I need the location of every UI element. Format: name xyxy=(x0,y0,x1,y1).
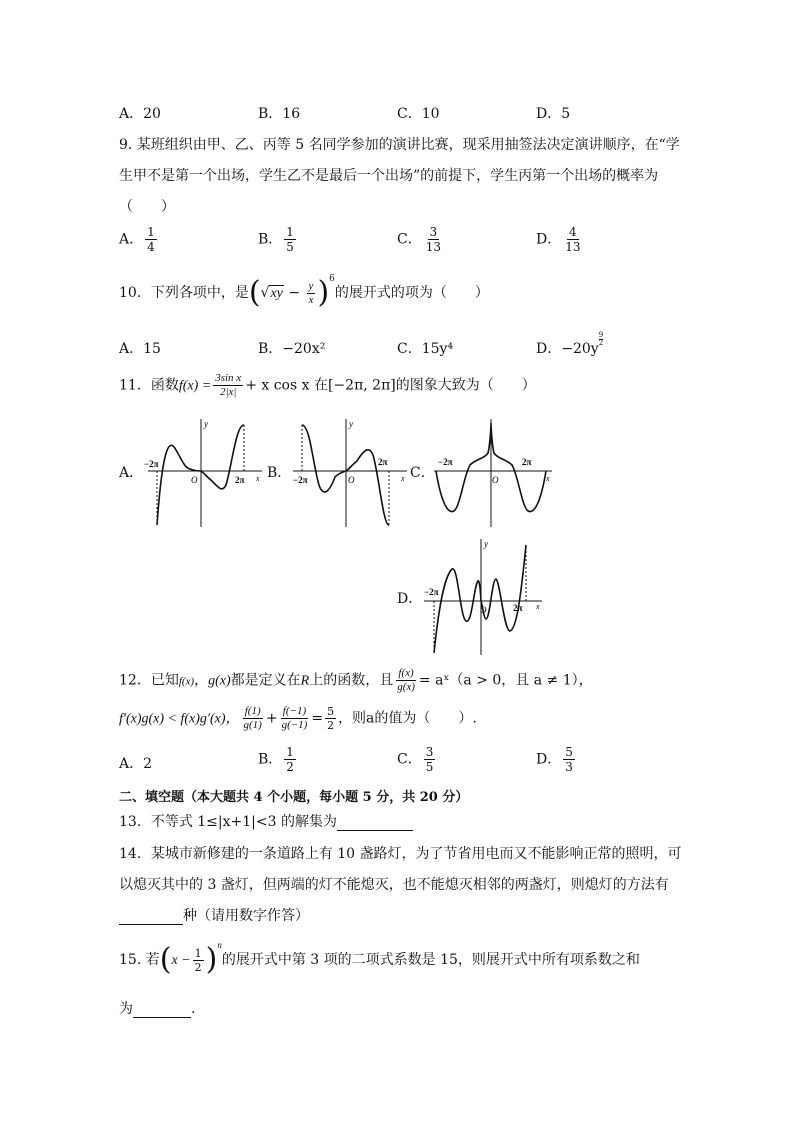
q12-f1-d: g(1) xyxy=(243,719,262,731)
q9-c-num: 3 xyxy=(429,225,438,239)
q9-c-den: 13 xyxy=(425,240,441,254)
q9-b-den: 5 xyxy=(286,240,294,254)
q12-line1 xyxy=(119,668,593,693)
q12-l1-c: 上的函数，且 xyxy=(309,672,394,689)
q13-text: 13．不等式 1≤|x+1|<3 的解集为 xyxy=(119,814,337,830)
graph-a xyxy=(140,415,265,530)
graph-c-pos: 2π xyxy=(522,457,532,467)
q11-frac-d: 2|x| xyxy=(219,386,237,398)
q12-option-d-label: D． xyxy=(536,751,562,768)
q11-prefix: 11．函数 xyxy=(119,377,179,394)
q13-blank[interactable] xyxy=(337,830,413,831)
q14-line3: 种（请用数字作答） xyxy=(183,908,309,924)
q12-l2-b: ，则a的值为（ ）. xyxy=(338,710,477,727)
q12-b-num: 1 xyxy=(286,745,294,759)
q10-d-exp-d: 2 xyxy=(598,339,604,347)
q15-blank[interactable] xyxy=(133,1017,191,1018)
q11-interval: [−2π, 2π] xyxy=(327,377,396,394)
q12-option-c-label: C． xyxy=(397,751,422,768)
q9-line2: 生甲不是第一个出场，学生乙不是最后一个出场”的前提下，学生丙第一个出场的概率为 xyxy=(119,168,659,184)
graph-c-label: C． xyxy=(410,465,435,481)
q15-prefix: 15. 若 xyxy=(119,952,160,968)
graph-a-o: O xyxy=(191,475,198,485)
q11-frac-n: 3sin x xyxy=(215,372,242,384)
q10-option-b: B．−20x² xyxy=(258,341,326,357)
q9-option-a xyxy=(119,226,159,253)
q15-frac-n: 1 xyxy=(194,946,202,960)
q14-line1: 14．某城市新修建的一条道路上有 10 盏路灯，为了节省用电而又不能影响正常的照明，可 xyxy=(119,846,682,862)
q10-stem: 10．下列各项中，是(√xy − $\frac{y}{x}$ )$^6$的展开式的项为（ ） xyxy=(119,274,489,310)
q11-f: f(x) = xyxy=(178,378,212,394)
q9-option-a-label: A． xyxy=(119,231,144,248)
graph-d-y: y xyxy=(484,539,488,549)
q8-option-c: C．10 xyxy=(397,106,440,122)
graph-b xyxy=(285,415,410,530)
q12-d-den: 3 xyxy=(565,760,573,774)
graph-d xyxy=(420,535,545,657)
q15-line2 xyxy=(119,998,195,1018)
q10-option-d xyxy=(536,331,604,358)
q13-line xyxy=(119,811,413,831)
graph-c-x: x xyxy=(546,474,550,483)
q15-frac-d: 2 xyxy=(194,960,202,974)
q15-x: x − xyxy=(171,953,191,968)
q15-line2-text: 为 xyxy=(119,1001,133,1017)
section2-title: 二、填空题（本大题共 4 个小题，每小题 5 分，共 20 分） xyxy=(119,790,469,805)
q14-line2: 以熄灭其中的 3 盏灯，但两端的灯不能熄灭，也不能熄灭相邻的两盏灯，则熄灯的方法有 xyxy=(119,877,669,893)
q12-option-d xyxy=(536,746,577,773)
graph-d-neg: −2π xyxy=(424,587,439,597)
graph-d-label: D． xyxy=(397,591,423,607)
q12-option-a: A．2 xyxy=(119,756,153,772)
q12-option-b xyxy=(258,746,298,773)
q12-option-b-label: B． xyxy=(258,751,283,768)
q9-a-num: 1 xyxy=(147,225,155,239)
q12-c-den: 5 xyxy=(425,760,434,774)
graph-b-x: x xyxy=(401,474,405,483)
graph-b-pos: 2π xyxy=(378,457,388,467)
q10-prefix: 10．下列各项中，是 xyxy=(119,285,249,301)
graph-b-y: y xyxy=(349,419,353,429)
q8-option-a: A．20 xyxy=(119,106,161,122)
q15-line1: 15. 若(x − $\frac{1}{2}$ )$^n$的展开式中第 3 项的二项式系数是 15，则展开式中所有项系数之和 xyxy=(119,940,640,977)
q12-option-c xyxy=(397,746,437,773)
graph-c-neg: −2π xyxy=(438,457,453,467)
q12-ratio-n: f(x) xyxy=(398,667,414,679)
q12-rhs-d: 2 xyxy=(327,719,335,732)
q9-option-c xyxy=(397,226,445,253)
q9-option-c-label: C． xyxy=(397,231,422,248)
q12-fx: f(x) xyxy=(178,675,195,688)
q10-suffix: 的展开式的项为（ ） xyxy=(334,285,489,301)
q10-option-d-text: −20y xyxy=(561,341,599,357)
q10-frac-d: x xyxy=(308,293,314,306)
q12-f1-n: f(1) xyxy=(244,705,261,717)
graph-a-y: y xyxy=(204,419,208,429)
q12-gx: g(x) xyxy=(208,673,231,689)
q9-option-b-label: B． xyxy=(258,231,283,248)
q9-option-d xyxy=(536,226,585,253)
q10-option-d-label: D． xyxy=(536,341,562,357)
q15-end: . xyxy=(191,1001,196,1017)
q12-l2-a: f′(x)g(x) < f(x)g′(x)， xyxy=(119,711,240,727)
q9-b-num: 1 xyxy=(286,225,294,239)
graph-d-pos: 2π xyxy=(513,603,523,613)
q9-paren: （ ） xyxy=(119,199,175,215)
q10-d-exp-n: 9 xyxy=(598,331,604,339)
q12-ratio-d: g(x) xyxy=(397,681,415,693)
q12-eq: = xyxy=(311,710,324,727)
q8-option-d: D．5 xyxy=(536,106,571,122)
q9-line1: 9. 某班组织由甲、乙、丙等 5 名同学参加的演讲比赛，现采用抽签法决定演讲顺序，在“学 xyxy=(119,137,680,153)
q14-line3-wrap xyxy=(119,905,309,925)
q9-d-den: 13 xyxy=(565,240,581,254)
q14-blank[interactable] xyxy=(119,924,183,925)
q12-rhs-n: 5 xyxy=(327,705,335,718)
q9-a-den: 4 xyxy=(147,240,155,254)
graph-a-pos: 2π xyxy=(235,475,245,485)
q15-suffix: 的展开式中第 3 项的二项式系数是 15，则展开式中所有项系数之和 xyxy=(221,952,640,968)
q10-option-a: A．15 xyxy=(119,341,161,357)
graph-b-o: O xyxy=(348,475,355,485)
graph-d-o: O xyxy=(480,605,487,615)
q10-frac-n: y xyxy=(308,279,314,292)
q8-option-b: B．16 xyxy=(258,106,301,122)
q15-exp: n xyxy=(217,940,222,951)
q12-R: R xyxy=(300,673,310,689)
q12-b-den: 2 xyxy=(286,760,294,774)
q12-d-num: 5 xyxy=(565,745,573,759)
q12-l1-d: = aˣ（a > 0，且 a ≠ 1）， xyxy=(418,672,593,689)
graph-a-x: x xyxy=(256,474,260,483)
graph-a-label: A． xyxy=(119,465,144,481)
q12-l1-b: 都是定义在 xyxy=(230,672,301,689)
q10-option-c: C．15y⁴ xyxy=(397,341,454,357)
q11-mid: + x cos x 在 xyxy=(245,377,328,394)
q11-suffix: 的图象大致为（ ） xyxy=(395,377,536,394)
graph-c xyxy=(430,415,555,530)
graph-d-x: x xyxy=(536,602,540,611)
graph-c-o: O xyxy=(492,475,499,485)
q10-root: xy xyxy=(270,286,283,301)
q9-option-d-label: D． xyxy=(536,231,562,248)
q12-c-num: 3 xyxy=(425,745,434,759)
q12-plus: + xyxy=(265,710,278,727)
q9-d-num: 4 xyxy=(569,225,577,239)
q12-sep: ， xyxy=(194,672,209,689)
q12-line2 xyxy=(119,706,477,731)
graph-b-neg: −2π xyxy=(293,475,308,485)
q10-exp: 6 xyxy=(329,274,335,285)
q9-option-b xyxy=(258,226,298,253)
graph-a-neg: −2π xyxy=(144,459,159,469)
q12-l1-a: 12．已知 xyxy=(119,672,179,689)
graph-b-label: B． xyxy=(267,465,292,481)
q12-fm1-d: g(−1) xyxy=(281,719,308,731)
q12-fm1-n: f(−1) xyxy=(282,705,307,717)
q11-stem xyxy=(119,373,536,398)
